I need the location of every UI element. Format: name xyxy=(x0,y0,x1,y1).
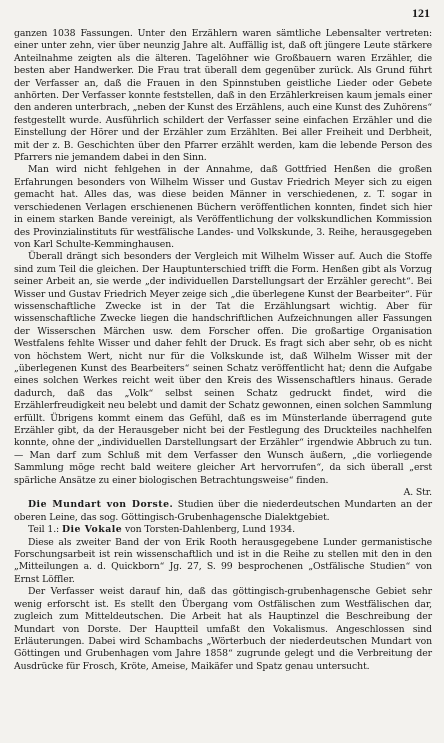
part-author: von Torsten-Dahlenberg, Lund 1934. xyxy=(122,524,295,536)
paragraph-henssen: Man wird nicht fehlgehen in der Annahme, daß Gottfried Henßen die großen Erfahrungen besonders von Wilhelm Wisser und Gustav Friedrich Meyer sich zu eigen gemacht hat. Alles das, was diese beiden Männer in verschiedenen, z. T. sogar in verschiedenen Verlagen erschienenen Büchern veröffentlichen konnten, findet sich hier in einem starken Bande vereinigt, als Veröffentlichung der volkskundlichen Kommission des Provinzialinstituts für westfälische Landes- und Volkskunde, 3. Reihe, herausgegeben von Karl Schulte-Kemminghausen. xyxy=(14,164,432,250)
paragraph-comparison: Überall drängt sich besonders der Vergleich mit Wilhelm Wisser auf. Auch die Stoffe sind zum Teil die gleichen. Der Hauptunterschied trifft die Form. Henßen gibt als Vorzug seiner Arbeit an, sie werde „der individuellen Darstellungsart der Erzähler gerecht“. Bei Wisser und Gustav Friedrich Meyer zeige sich „die überlegene Kunst der Bearbeiter“. Für wissenschaftliche Zwecke ist in der Tat die Erzählungsart wichtig. Aber für wissenschaftliche Zwecke liegen die handschriftlichen Aufzeichnungen aller Fassungen der Wisserschen Märchen usw. dem Forscher offen. Die großartige Organisation Westfalens fehlte Wisser und daher fehlt der Druck. Es fragt sich aber sehr, ob es nicht von höchstem Wert, nicht nur für die Volkskunde ist, daß Wilhelm Wisser mit der „überlegenen Kunst des Bearbeiters“ seinen Schatz veröffentlicht hat; denn die Aufgabe eines solchen Werkes reicht weit über den Kreis des Wissenschaftlers hinaus. Gerade dadurch, daß das „Volk“ selbst seinen Schatz gedruckt findet, wird die Erzählerfreudigkeit neu belebt und damit der Schatz gewonnen, einen solchen Sammlung erfüllt. Übrigens kommt einem das Gefühl, daß es im Münsterlande überragend gute Erzähler gibt, da der Herausgeber nicht bei der Festlegung des Druckteiles nachhelfen konnte, ohne der „individuellen Darstellungsart der Erzähler“ irgendwie Abbruch zu tun. — Man darf zum Schluß mit dem Verfasser den Wunsch äußern, „die vorliegende Sammlung möge recht bald weitere gleicher Art hervorrufen“, da sich überall „erst spärliche Ansätze zu einer biologischen Betrachtungsweise“ finden. xyxy=(14,251,432,486)
dialect-heading-block xyxy=(14,499,432,524)
part-line xyxy=(14,524,432,536)
section-heading: Die Mundart von Dorste. xyxy=(28,499,174,511)
part-title: Die Vokale xyxy=(61,524,123,536)
paragraph-lund-series: Diese als zweiter Band der von Erik Rooth herausgegebene Lunder germanistische Forschungsarbeit ist rein wissenschaftlich und ist in die Reihe zu stellen mit den in den „Mitteilungen a. d. Quickborn“ Jg. 27, S. 99 besprochenen „Ostfälische Studien“ von Ernst Löffler. xyxy=(14,536,432,585)
page-number: 121 xyxy=(412,6,430,20)
part-prefix: Teil 1.: xyxy=(28,524,62,536)
review-signature: A. Str. xyxy=(403,487,432,499)
paragraph-dorste-study: Der Verfasser weist darauf hin, daß das göttingisch-grubenhagensche Gebiet sehr wenig erforscht ist. Es stellt den Übergang vom Ostfälischen zum Westfälischen dar, zugleich zum Mitteldeutschen. Die Arbeit hat als Hauptinzel die Beschreibung der Mundart von Dorste. Der Hauptteil umfaßt den Vokalismus. Angeschlossen sind Erläuterungen. Dabei wird Schambachs „Wörterbuch der niederdeutschen Mundart von Göttingen und Grubenhagen vom Jahre 1858“ zugrunde gelegt und die Verbreitung der Ausdrücke für Frosch, Kröte, Ameise, Maikäfer und Spatz genau untersucht. xyxy=(14,586,432,672)
paragraph-storytellers: ganzen 1038 Fassungen. Unter den Erzählern waren sämtliche Lebensalter vertreten: einer unter zehn, vier über neunzig Jahre alt. Auffällig ist, daß oft jüngere Leute stärkere Anteilnahme zeigten als die älteren. Tagelöhner wie Großbauern waren Erzähler, die besten aber Handwerker. Die Frau trat überall dem gegenüber zurück. Als Grund führt der Verfasser an, daß die Frauen in den Spinnstuben geistliche Lieder oder Gebete anhörten. Der Verfasser konnte feststellen, daß in den Erzählerkreisen kaum jemals einer den anderen unterbrach, „neben der Kunst des Erzählens, auch eine Kunst des Zuhörens“ festgestellt wurde. Ausführlich schildert der Verfasser seine einfachen Erzähler und die Einstellung der Hörer und der Erzähler zum Erzählten. Bei aller Freiheit und Derbheit, mit der z. B. Geschichten über den Pfarrer erzählt werden, kam die lebende Person des Pfarrers nie jemandem dabei in den Sinn. xyxy=(14,28,432,164)
page-body xyxy=(14,28,432,673)
section-intro: Studien über die niederdeutschen Mundarten an der oberen Leine, das sog. Göttingisch-Grubenhagensche Dialektgebiet. xyxy=(14,499,432,523)
